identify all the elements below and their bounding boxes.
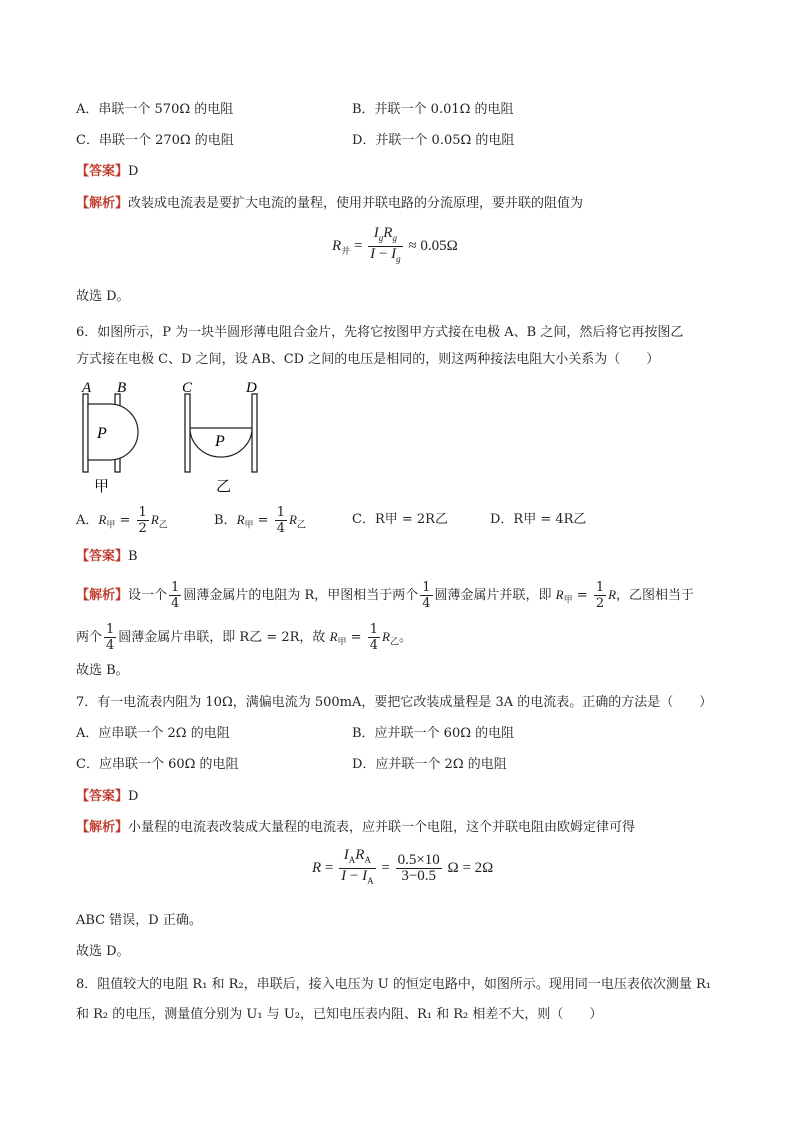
q5-option-b: B．并联一个 0.01Ω 的电阻: [352, 102, 514, 117]
label-b: B: [117, 380, 127, 396]
q5-option-a: A．串联一个 570Ω 的电阻: [76, 102, 234, 117]
caption-jia: 甲: [94, 477, 110, 495]
q5-analysis: [76, 195, 583, 213]
analysis-tag: 【解析】: [76, 588, 129, 603]
q6-analysis-line-2: 两个 $\frac{1}{4}$ 圆薄金属片串联，即 R乙 = 2R，故 $R_甲$ = $\frac{1}{4}$ $R_乙$。: [76, 622, 412, 653]
caption-yi: 乙: [216, 477, 232, 495]
q6-answer: [76, 548, 138, 566]
q6-analysis-line-1: 【解析】设一个 $\frac{1}{4}$ 圆薄金属片的电阻为 R，甲图相当于两个 $\frac{1}{4}$ 圆薄金属片并联，即 $R_甲$ = $\frac{1}{2}$ R，乙图相当于: [76, 580, 695, 611]
formula-result: ≈ 0.05Ω: [408, 237, 458, 254]
q7-note: ABC 错误，D 正确。: [76, 913, 202, 928]
analysis-tag: 【解析】: [76, 820, 129, 835]
figure-jia: [81, 380, 138, 495]
q7-conclusion: 故选 D。: [76, 944, 130, 959]
q7-formula: R = $\frac{I_AR_A}{I - I_A}$ = $\frac{0.5\times 10}{3-0.5}$ Ω = 2Ω: [312, 847, 494, 886]
q6-option-c: C．R甲 = 2R乙: [352, 512, 448, 527]
analysis-text: 小量程的电流表改装成大量程的电流表，应并联一个电阻，这个并联电阻由欧姆定律可得: [128, 820, 636, 835]
q6-stem-line-1: 6．如图所示，P 为一块半圆形薄电阻合金片，先将它按图甲方式接在电极 A、B 之间，然后将它再按图乙: [76, 325, 684, 340]
q5-formula: $R_并$ = $\frac{I_gR_g}{I - I_g}$ ≈ 0.05Ω: [332, 225, 458, 264]
answer-tag: 【答案】: [76, 164, 129, 179]
formula-result: Ω = 2Ω: [447, 859, 494, 876]
electrode-d: [252, 394, 257, 472]
answer-tag: 【答案】: [76, 789, 129, 804]
q6-figure: [78, 380, 278, 498]
q6-option-a: A．$R_甲$ = $\frac{1}{2}$ $R_乙$: [76, 505, 168, 536]
label-d: D: [246, 380, 257, 396]
q7-option-b: B．应并联一个 60Ω 的电阻: [352, 726, 515, 741]
q5-conclusion: 故选 D。: [76, 289, 130, 304]
q6-stem-line-2: 方式接在电极 C、D 之间，设 AB、CD 之间的电压是相同的，则这两种接法电阻大小关系为（ ）: [76, 352, 660, 367]
label-p-jia: P: [97, 425, 107, 442]
label-a: A: [82, 380, 92, 396]
semicircle-plate-jia: [88, 404, 138, 460]
label-c: C: [182, 380, 193, 396]
q8-stem-line-1: 8．阻值较大的电阻 R₁ 和 R₂，串联后，接入电压为 U 的恒定电路中，如图所示。现用同一电压表依次测量 R₁: [76, 977, 712, 992]
label-p-yi: P: [215, 433, 225, 450]
answer-tag: 【答案】: [76, 549, 129, 564]
answer-value: D: [128, 789, 139, 804]
q8-stem-line-2: 和 R₂ 的电压，测量值分别为 U₁ 与 U₂，已知电压表内阻、R₁ 和 R₂ 相差不大，则（ ）: [76, 1007, 603, 1022]
q7-option-c: C．应串联一个 60Ω 的电阻: [76, 757, 239, 772]
answer-value: B: [128, 549, 138, 564]
q6-conclusion: 故选 B。: [76, 663, 129, 678]
q6-option-b: B．$R_甲$ = $\frac{1}{4}$ $R_乙$: [214, 505, 306, 536]
q7-analysis: [76, 819, 635, 837]
analysis-tag: 【解析】: [76, 196, 129, 211]
q5-answer: [76, 163, 138, 181]
analysis-text: 改装成电流表是要扩大电流的量程，使用并联电路的分流原理，要并联的阻值为: [128, 196, 584, 211]
q7-stem: 7．有一电流表内阻为 10Ω，满偏电流为 500mA，要把它改装成量程是 3A 的电流表。正确的方法是（ ）: [76, 695, 713, 710]
q7-option-a: A．应串联一个 2Ω 的电阻: [76, 726, 230, 741]
figure-yi: [182, 380, 257, 495]
q7-answer: [76, 788, 138, 806]
answer-value: D: [128, 164, 139, 179]
q7-option-d: D．应并联一个 2Ω 的电阻: [352, 757, 507, 772]
electrode-a: [83, 394, 88, 472]
q5-option-d: D．并联一个 0.05Ω 的电阻: [352, 133, 515, 148]
q6-option-d: D．R甲 = 4R乙: [490, 512, 587, 527]
electrode-c: [185, 394, 190, 472]
q5-option-c: C．串联一个 270Ω 的电阻: [76, 133, 234, 148]
